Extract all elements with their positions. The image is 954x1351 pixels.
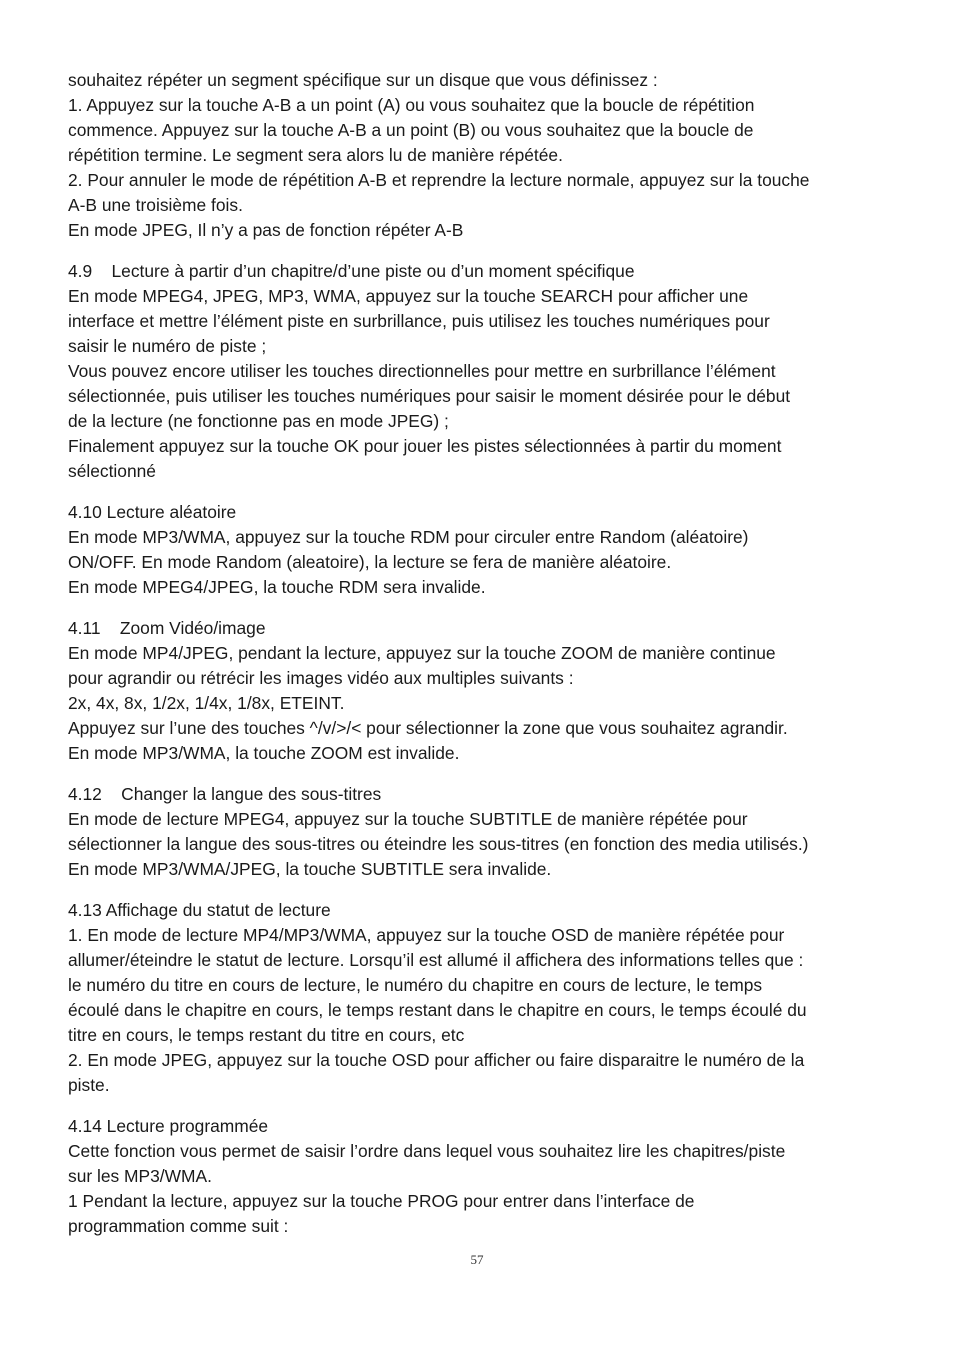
text-line: 2x, 4x, 8x, 1/2x, 1/4x, 1/8x, ETEINT. [68,693,345,713]
text-line: En mode JPEG, Il n’y a pas de fonction répéter A-B [68,220,464,240]
text-line: En mode MPEG4/JPEG, la touche RDM sera invalide. [68,577,486,597]
text-line: En mode MP3/WMA, la touche ZOOM est invalide. [68,743,460,763]
section-4-13 [68,898,896,1098]
text-line: souhaitez répéter un segment spécifique sur un disque que vous définissez : [68,70,658,90]
text-line: sélectionnée, puis utiliser les touches numériques pour saisir le moment désirée pour le début [68,386,791,406]
page-number: 57 [470,1252,484,1267]
section-4-9 [68,259,896,484]
section-4-11 [68,616,896,766]
text-line: allumer/éteindre le statut de lecture. Lorsqu’il est allumé il affichera des informations telles que : [68,950,804,970]
text-line: sur les MP3/WMA. [68,1166,212,1186]
page-content [68,68,896,1239]
text-line: 2. En mode JPEG, appuyez sur la touche OSD pour afficher ou faire disparaitre le numéro de la [68,1050,805,1070]
text-line: sélectionner la langue des sous-titres ou éteindre les sous-titres (en fonction des media utilisés.) [68,834,809,854]
text-line: répétition termine. Le segment sera alors lu de manière répétée. [68,145,563,165]
section-4-14 [68,1114,896,1239]
text-line: de la lecture (ne fonctionne pas en mode JPEG) ; [68,411,449,431]
section-heading: 4.14 Lecture programmée [68,1116,269,1136]
section-heading: 4.13 Affichage du statut de lecture [68,900,331,920]
text-line: programmation comme suit : [68,1216,289,1236]
text-line: piste. [68,1075,110,1095]
intro-paragraph [68,68,896,243]
section-4-12 [68,782,896,882]
text-line: Finalement appuyez sur la touche OK pour jouer les pistes sélectionnées à partir du moment [68,436,782,456]
section-heading: 4.12 Changer la langue des sous-titres [68,784,382,804]
text-line: titre en cours, le temps restant du titre en cours, etc [68,1025,465,1045]
text-line: 2. Pour annuler le mode de répétition A-B et reprendre la lecture normale, appuyez sur la touche [68,170,810,190]
text-line: En mode MP3/WMA/JPEG, la touche SUBTITLE sera invalide. [68,859,552,879]
text-line: ON/OFF. En mode Random (aleatoire), la lecture se fera de manière aléatoire. [68,552,672,572]
text-line: écoulé dans le chapitre en cours, le temps restant dans le chapitre en cours, le temps écoulé du [68,1000,807,1020]
text-line: En mode MP3/WMA, appuyez sur la touche RDM pour circuler entre Random (aléatoire) [68,527,749,547]
text-line: En mode MPEG4, JPEG, MP3, WMA, appuyez sur la touche SEARCH pour afficher une [68,286,749,306]
text-line: En mode de lecture MPEG4, appuyez sur la touche SUBTITLE de manière répétée pour [68,809,748,829]
text-line: 1. En mode de lecture MP4/MP3/WMA, appuyez sur la touche OSD de manière répétée pour [68,925,785,945]
text-line: le numéro du titre en cours de lecture, le numéro du chapitre en cours de lecture, le temps [68,975,763,995]
text-line: Cette fonction vous permet de saisir l’ordre dans lequel vous souhaitez lire les chapitres/piste [68,1141,786,1161]
text-line: pour agrandir ou rétrécir les images vidéo aux multiples suivants : [68,668,574,688]
text-line: saisir le numéro de piste ; [68,336,267,356]
text-line: sélectionné [68,461,156,481]
text-line: Appuyez sur l’une des touches ^/v/>/< pour sélectionner la zone que vous souhaitez agrandir. [68,718,788,738]
text-line: commence. Appuyez sur la touche A-B a un point (B) ou vous souhaitez que la boucle de [68,120,754,140]
section-4-10 [68,500,896,600]
section-heading: 4.9 Lecture à partir d’un chapitre/d’une piste ou d’un moment spécifique [68,261,635,281]
text-line: A-B une troisième fois. [68,195,243,215]
text-line: Vous pouvez encore utiliser les touches directionnelles pour mettre en surbrillance l’élément [68,361,776,381]
section-heading: 4.11 Zoom Vidéo/image [68,618,266,638]
section-heading: 4.10 Lecture aléatoire [68,502,237,522]
text-line: interface et mettre l’élément piste en surbrillance, puis utilisez les touches numériques pour [68,311,770,331]
text-line: 1 Pendant la lecture, appuyez sur la touche PROG pour entrer dans l’interface de [68,1191,695,1211]
text-line: En mode MP4/JPEG, pendant la lecture, appuyez sur la touche ZOOM de manière continue [68,643,776,663]
text-line: 1. Appuyez sur la touche A-B a un point (A) ou vous souhaitez que la boucle de répétition [68,95,755,115]
